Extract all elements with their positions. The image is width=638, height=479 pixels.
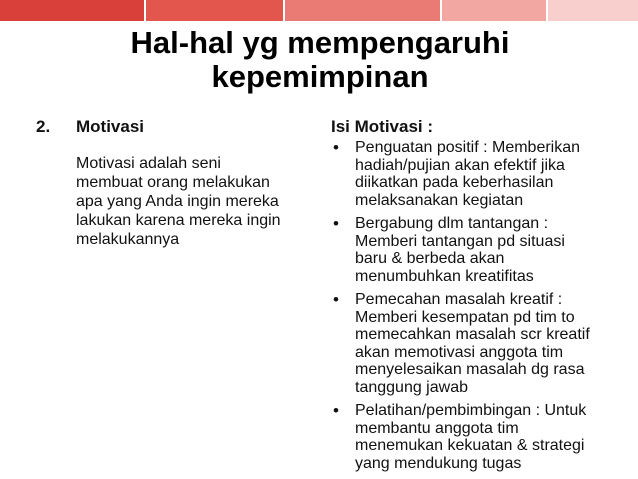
top-bar-segment [146, 0, 283, 21]
body-line: Motivasi adalah seni [76, 155, 221, 172]
bullet-list [331, 139, 631, 478]
top-color-bar [0, 0, 638, 21]
bullet-line: membantu anggota tim [355, 419, 519, 437]
bullet-line: Memberi tantangan pd situasi [355, 232, 565, 250]
bullet-item [331, 139, 631, 209]
bullet-line: hadiah/pujian akan efektif jika [355, 156, 565, 174]
slide-title-line: kepemimpinan [211, 59, 429, 94]
bullet-line: melaksanakan kegiatan [355, 191, 524, 209]
top-bar-segment [285, 0, 440, 21]
body-line: lakukan karena mereka ingin [76, 212, 281, 229]
right-heading: Isi Motivasi : [331, 117, 434, 136]
bullet-line: menyelesaikan masalah dg rasa [355, 361, 585, 378]
top-bar-segment [442, 0, 546, 21]
left-body-text [76, 154, 316, 249]
bullet-line: Penguatan positif : Memberikan [355, 139, 581, 156]
body-line: melakukannya [76, 231, 180, 248]
left-heading: Motivasi [76, 117, 145, 136]
body-line: membuat orang melakukan [76, 174, 270, 191]
bullet-dot: • [333, 401, 339, 420]
bullet-line: baru & berbeda akan [355, 250, 505, 267]
bullet-item [331, 215, 631, 285]
top-bar-segment [548, 0, 638, 21]
bullet-item [331, 402, 631, 472]
item-number: 2. [36, 117, 51, 136]
bullet-line: memecahkan masalah scr kreatif [355, 326, 590, 343]
slide-title-line: Hal-hal yg mempengaruhi [130, 25, 510, 60]
bullet-line: Pelatihan/pembimbingan : Untuk [355, 402, 587, 419]
bullet-line: tanggung jawab [355, 378, 468, 396]
bullet-line: menemukan kekuatan & strategi [355, 437, 585, 454]
bullet-dot: • [333, 214, 339, 233]
bullet-line: akan memotivasi anggota tim [355, 343, 564, 361]
bullet-line: Memberi kesempatan pd tim to [355, 308, 575, 326]
bullet-line: diikatkan pada keberhasilan [355, 174, 554, 191]
body-line: apa yang Anda ingin mereka [76, 193, 279, 210]
top-bar-segment [0, 0, 144, 21]
bullet-dot: • [333, 290, 339, 309]
bullet-line: Pemecahan masalah kreatif : [355, 291, 563, 308]
slide-title [60, 26, 580, 94]
bullet-line: menumbuhkan kreatifitas [355, 267, 534, 285]
bullet-line: yang mendukung tugas [355, 454, 522, 472]
bullet-dot: • [333, 138, 339, 157]
bullet-line: Bergabung dlm tantangan : [355, 215, 549, 232]
bullet-item [331, 291, 631, 396]
